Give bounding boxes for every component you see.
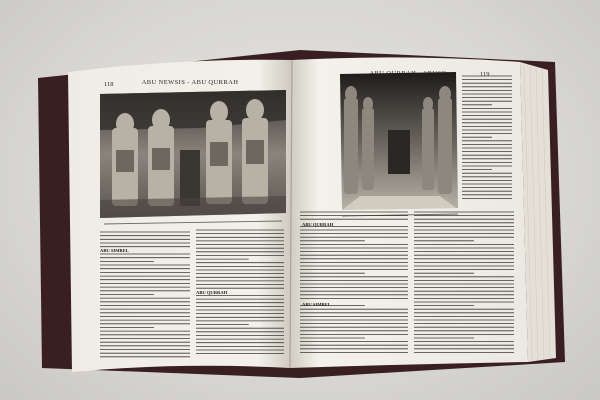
left-running-head: ABU NEWSIS - ABU QURRAH: [141, 79, 239, 86]
sanctuary-doorway: [388, 130, 410, 174]
right-entry-heading-2: ABU SIMBEL: [302, 302, 331, 307]
temple-interior-photo: [340, 72, 458, 210]
right-entry-heading-1: ABU QURRAH: [302, 222, 334, 227]
left-entry-heading-1: ABU SIMBEL: [100, 248, 129, 253]
temple-doorway: [180, 150, 200, 206]
abu-simbel-photo: [100, 90, 286, 218]
right-page-number: 119: [480, 71, 490, 78]
left-entry-heading-2: ABU QURRAH: [196, 290, 228, 295]
left-page-number: 118: [104, 81, 114, 88]
